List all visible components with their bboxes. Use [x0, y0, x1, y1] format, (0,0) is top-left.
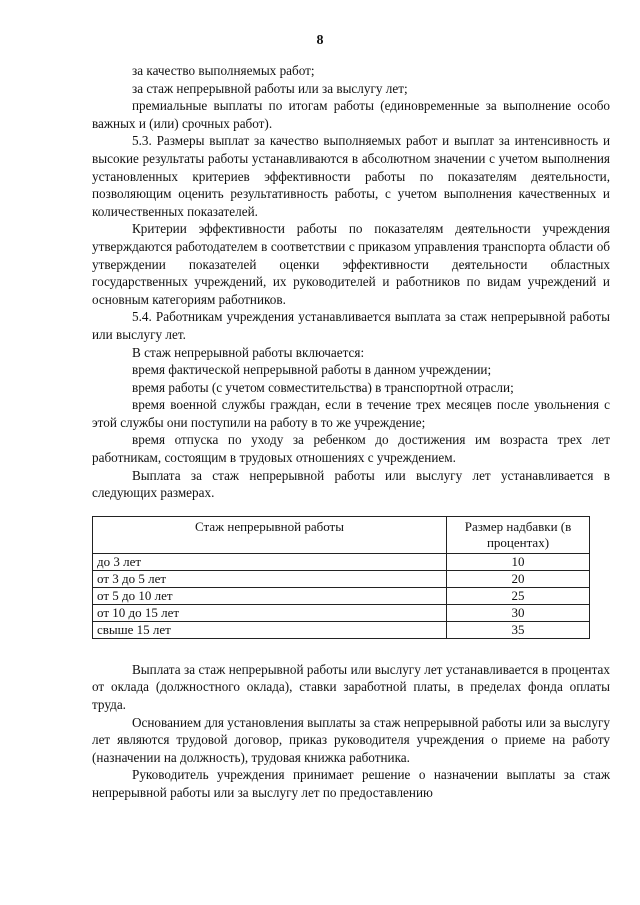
paragraph: Критерии эффективности работы по показателям деятельности учреждения утверждаются работодателем в соответствии с приказом управления транспорта области об утверждении показателей оценки эффективности деятельности областных государственных учреждений, их руководителей и работников по видам учреждений и основным категориям работников.	[92, 221, 610, 307]
seniority-cell: от 10 до 15 лет	[93, 604, 447, 621]
table-header-cell: Стаж непрерывной работы	[93, 516, 447, 553]
paragraphs-top	[92, 62, 610, 502]
allowance-percent-cell: 25	[447, 587, 590, 604]
document-body	[92, 62, 610, 802]
allowance-percent-cell: 35	[447, 621, 590, 638]
seniority-cell: от 5 до 10 лет	[93, 587, 447, 604]
paragraph: время фактической непрерывной работы в данном учреждении;	[132, 362, 492, 378]
paragraph: В стаж непрерывной работы включается:	[132, 344, 365, 360]
table-row	[93, 604, 590, 621]
page-number: 8	[316, 33, 324, 48]
allowance-percent-cell: 30	[447, 604, 590, 621]
table-row	[93, 587, 590, 604]
table-row	[93, 553, 590, 570]
paragraph: время военной службы граждан, если в течение трех месяцев после увольнения с этой службы они поступили на работу в то же учреждение;	[92, 397, 610, 430]
seniority-cell: до 3 лет	[93, 553, 447, 570]
seniority-allowance-table	[92, 516, 590, 639]
paragraph: 5.4. Работникам учреждения устанавливается выплата за стаж непрерывной работы или выслугу лет.	[92, 309, 610, 342]
table-row	[93, 621, 590, 638]
paragraph: 5.3. Размеры выплат за качество выполняемых работ и выплат за интенсивность и высокие результаты работы устанавливаются в абсолютном значении с учетом выполнения установленных критериев эффективности работы по показателям деятельности, позволяющим оценить результативность работы, с учетом выполнения качественных и количественных показателей.	[92, 133, 610, 219]
table-header-cell: Размер надбавки (в процентах)	[447, 516, 590, 553]
paragraph: за стаж непрерывной работы или за выслугу лет;	[132, 80, 408, 96]
paragraph: Выплата за стаж непрерывной работы или выслугу лет устанавливается в следующих размерах.	[92, 467, 610, 501]
paragraph: Основанием для установления выплаты за стаж непрерывной работы или за выслугу лет являются трудовой договор, приказ руководителя учреждения о приеме на работу (назначении на должность), трудовая книжка работника.	[92, 714, 610, 765]
seniority-cell: от 3 до 5 лет	[93, 570, 447, 587]
paragraph: Руководитель учреждения принимает решение о назначении выплаты за стаж непрерывной работы или за выслугу лет по предоставлению	[92, 767, 610, 800]
allowance-percent-cell: 10	[447, 553, 590, 570]
allowance-percent-cell: 20	[447, 570, 590, 587]
table-row	[93, 570, 590, 587]
paragraph: время отпуска по уходу за ребенком до достижения им возраста трех лет работникам, состоящим в трудовых отношениях с учреждением.	[92, 432, 610, 466]
paragraph: время работы (с учетом совместительства) в транспортной отрасли;	[132, 379, 514, 395]
paragraphs-bottom	[92, 661, 610, 802]
paragraph: Выплата за стаж непрерывной работы или выслугу лет устанавливается в процентах от оклада (должностного оклада), ставки заработной платы, в пределах фонда оплаты труда.	[92, 661, 610, 713]
seniority-cell: свыше 15 лет	[93, 621, 447, 638]
table-header-row	[93, 516, 590, 553]
paragraph: премиальные выплаты по итогам работы (единовременные за выполнение особо важных и (или) срочных работ).	[92, 98, 610, 131]
paragraph: за качество выполняемых работ;	[132, 63, 315, 78]
